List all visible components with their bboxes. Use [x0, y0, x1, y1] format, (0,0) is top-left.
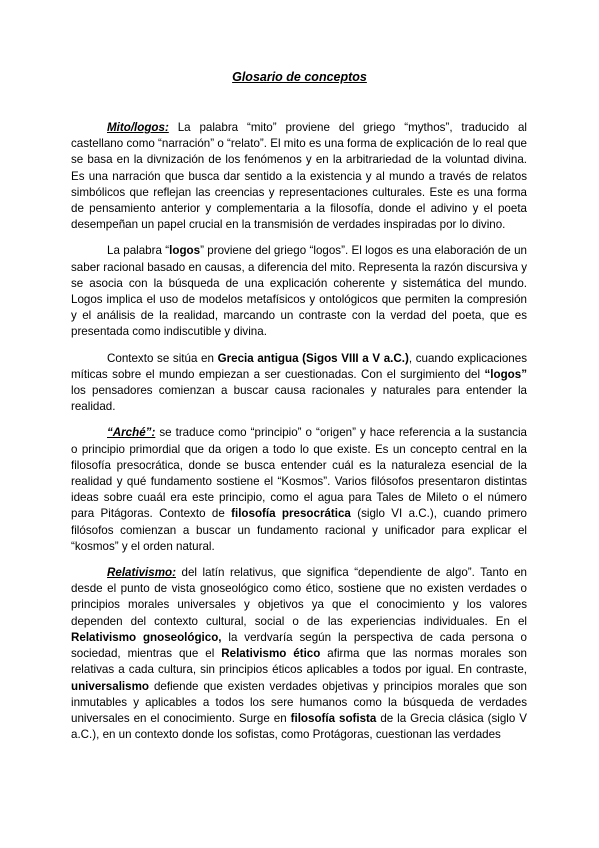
paragraph-contexto-mito — [71, 351, 527, 416]
paragraph-text: La palabra “ — [107, 244, 170, 258]
paragraph-text: defiende que existen verdades objetivas y principios morales que son inmutables y aplicables a todos los sere humanos como la búsqueda de verdades universales en el conocimiento. Surge en — [71, 679, 527, 725]
bold-relativismo-etico: Relativismo ético — [221, 647, 321, 661]
paragraph-text: (siglo VI a.C.), cuando primero filósofos comienzan a buscar un fundamento racional y unificador para explicar el “kosmos” y el orden natural. — [71, 507, 527, 553]
paragraph-text: afirma que las normas morales son relativas a cada cultura, sin principios éticos aplicables a todos por igual. En contraste, — [71, 647, 527, 677]
paragraph-text: , cuando explicaciones míticas sobre el mundo empiezan a ser cuestionadas. Con el surgimiento del — [71, 351, 527, 381]
term-relativismo: Relativismo: — [107, 566, 176, 580]
paragraph-text: se traduce como “principio” o “origen” y hace referencia a la sustancia o principio primordial que da origen a todo lo que existe. Es un concepto central en la filosofía presocrática, donde se busca entender cuál es la naturaleza esencial de la realidad y qué fundamento sostiene el “Kosmos”. Varios filósofos presentaron distintas ideas sobre cuaál era este principio, como el agua para Tales de Mileto o el número para Pitágoras. Contexto de — [71, 426, 527, 521]
document-body — [71, 120, 527, 753]
bold-logos: logos — [169, 244, 201, 258]
paragraph-text: la verdvaría según la perspectiva de cada persona o sociedad, mientras que el — [71, 630, 527, 661]
paragraph-text: ” proviene del griego “logos”. El logos es una elaboración de un saber racional basado en causas, a diferencia del mito. Representa la razón discursiva y se asocia con la búsqueda de una explicación coherente y sistemática del mundo. Logos implica el uso de modelos metafísicos y ontológicos que permiten la compresión y el análisis de la realidad, marcando un contraste con la verdad del poeta, que es presentada como indiscutible y divina. — [71, 244, 527, 339]
term-arche: “Arché”: — [107, 426, 156, 440]
document-title: Glosario de conceptos — [232, 70, 367, 84]
paragraph-logos — [71, 243, 527, 340]
bold-logos-quoted: “logos” — [484, 367, 527, 381]
paragraph-text: Contexto se sitúa en — [107, 351, 218, 365]
paragraph-arche — [71, 425, 527, 555]
paragraph-text: de la Grecia clásica (siglo V a.C.), en un contexto donde los sofistas, como Protágoras, cuestionan las verdades — [71, 711, 527, 742]
paragraph-text: del latín relativus, que significa “dependiente de algo”. Tanto en desde el punto de vista gnoseológico como ético, sostiene que no existen verdades o principios morales universales y objetivos ya que el conocimiento y los valores dependen del contexto cultural, social o de las experiencias individuales. En el — [71, 566, 527, 628]
paragraph-relativismo — [71, 565, 527, 743]
bold-grecia-antigua: Grecia antigua (Sigos VIII a V a.C.) — [217, 351, 409, 365]
bold-filosofia-presocratica: filosofía presocrática — [231, 507, 351, 521]
bold-relativismo-gnoseologico: Relativismo gnoseológico, — [71, 630, 222, 644]
bold-universalismo: universalismo — [71, 679, 149, 693]
paragraph-text: los pensadores comienzan a buscar causa racionales y naturales para entender la realidad. — [71, 384, 527, 414]
bold-filosofia-sofista: filosofía sofista — [290, 711, 377, 725]
paragraph-mito-logos — [71, 120, 527, 233]
paragraph-text: La palabra “mito” proviene del griego “mythos”, traducido al castellano como “narración” o “relato”. El mito es una forma de explicación de lo real que se basa en la divnización de los fenómenos y en la arbitrariedad de la voluntad divina. Es una narración que busca dar sentido a la existencia y al mundo a través de relatos simbólicos que reflejan las creencias y representaciones culturales. Este es una forma de pensamiento anterior y complementaria a la filosofía, donde el adivino y el poeta desempeñan un papel crucial en la transmisión de verdades inspiradas por lo divino. — [71, 121, 527, 232]
term-mito-logos: Mito/logos: — [107, 121, 169, 134]
